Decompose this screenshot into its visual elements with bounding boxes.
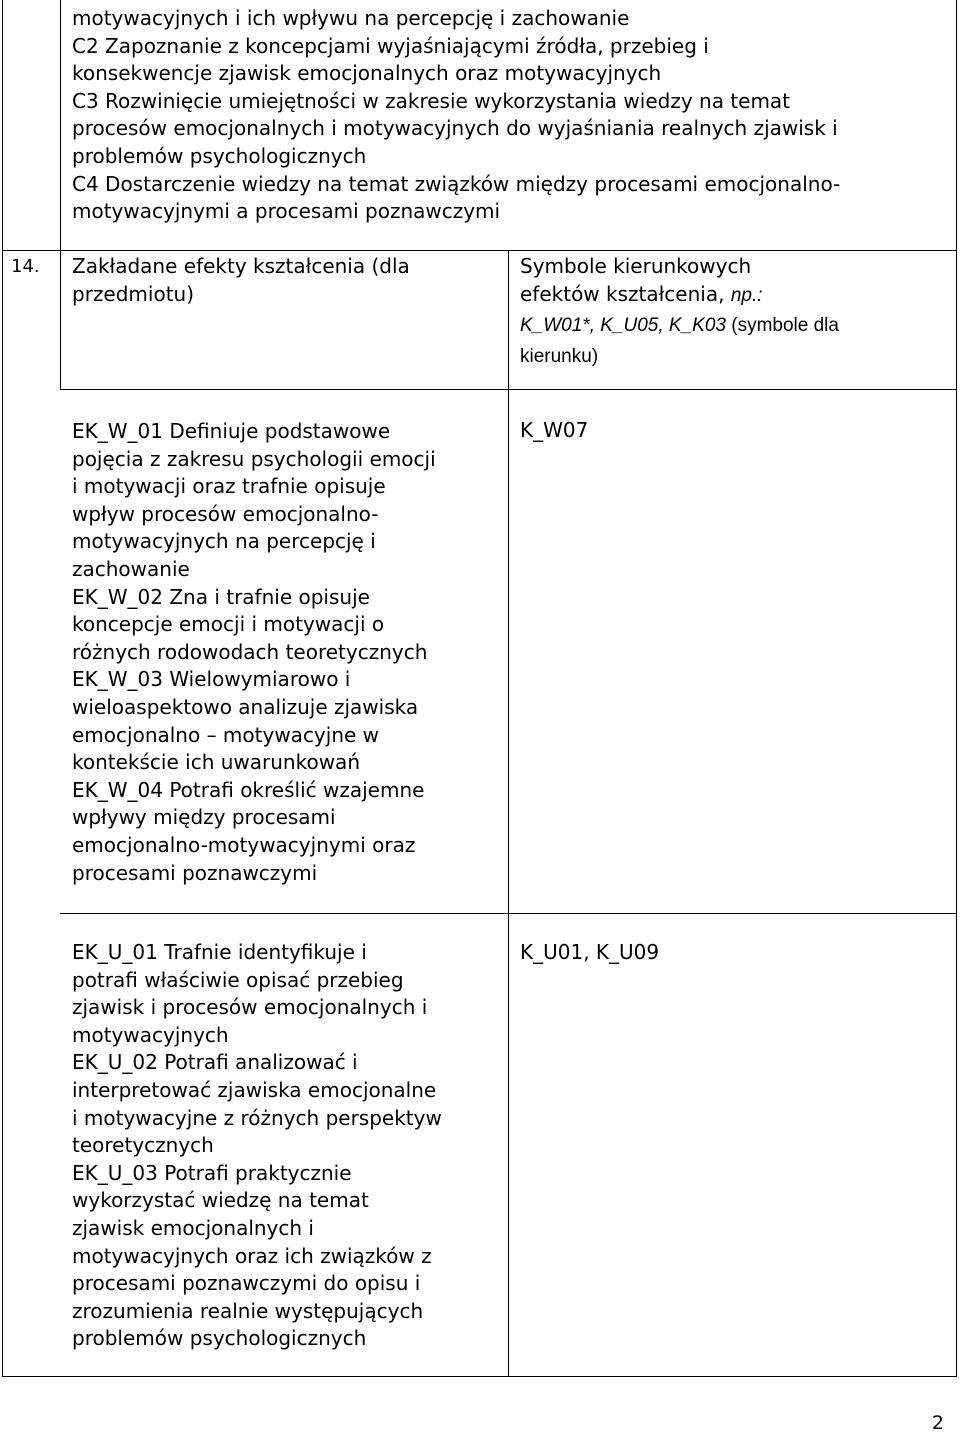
outcome-line: i motywacji oraz trafnie opisuje <box>72 474 386 499</box>
outcome-line: emocjonalno-motywacyjnymi oraz <box>72 832 416 857</box>
outcome-line: zrozumienia realnie występujących <box>72 1298 424 1323</box>
symbols-header-line <box>520 281 839 310</box>
skills-outcomes-text <box>72 939 442 1353</box>
symbols-header-line: Symbole kierunkowych <box>520 254 752 278</box>
header-row-bottom-border <box>60 389 957 390</box>
symbols-example-codes: K_W01*, K_U05, K_K03 <box>520 315 726 337</box>
outcome-line: interpretować zjawiska emocjonalne <box>72 1077 437 1102</box>
outcome-line: EK_U_01 Trafnie identyfikuje i <box>72 940 367 964</box>
knowledge-outcomes-text <box>72 418 436 887</box>
outcome-line: zjawisk i procesów emocjonalnych i <box>72 995 428 1020</box>
outcome-line: EK_W_01 Definiuje podstawowe <box>72 419 391 443</box>
outcome-line: wieloaspektowo analizuje zjawiska <box>72 694 419 719</box>
knowledge-symbols: K_W07 <box>520 418 589 442</box>
objectives-line: motywacyjnych i ich wpływu na percepcję i zachowanie <box>72 6 630 30</box>
table-border-left <box>2 0 3 1377</box>
outcome-line: EK_W_03 Wielowymiarowo i <box>72 667 351 692</box>
objectives-line: problemów psychologicznych <box>72 143 367 168</box>
outcome-line: EK_W_02 Zna i trafnie opisuje <box>72 584 370 609</box>
objectives-line: konsekwencje zjawisk emocjonalnych oraz motywacyjnych <box>72 61 662 86</box>
outcome-line: motywacyjnych na percepcję i <box>72 529 376 554</box>
outcome-line: procesami poznawczymi <box>72 860 318 885</box>
page-number: 2 <box>931 1412 944 1434</box>
section-number: 14. <box>11 256 40 277</box>
header-line: przedmiotu) <box>72 281 195 306</box>
outcome-line: zachowanie <box>72 556 190 581</box>
outcome-line: EK_U_03 Potrafi praktycznie <box>72 1160 352 1185</box>
outcome-line: procesami poznawczymi do opisu i <box>72 1271 421 1296</box>
outcome-line: teoretycznych <box>72 1133 214 1158</box>
symbols-header-example-label: np.: <box>730 284 763 306</box>
objectives-line: C3 Rozwinięcie umiejętności w zakresie wykorzystania wiedzy na temat <box>72 88 791 113</box>
outcome-line: motywacyjnych <box>72 1022 229 1047</box>
outcome-line: i motywacyjne z różnych perspektyw <box>72 1105 442 1130</box>
outcome-line: emocjonalno – motywacyjne w <box>72 722 380 747</box>
knowledge-row-bottom-border <box>60 913 957 914</box>
objectives-line: procesów emocjonalnych i motywacyjnych do wyjaśniania realnych zjawisk i <box>72 116 838 141</box>
symbols-header-line <box>520 311 839 341</box>
learning-outcomes-header <box>72 253 410 308</box>
outcome-line: wykorzystać wiedzę na temat <box>72 1188 369 1213</box>
header-line: Zakładane efekty kształcenia (dla <box>72 254 410 278</box>
objectives-line: C4 Dostarczenie wiedzy na temat związków między procesami emocjonalno- <box>72 171 841 196</box>
course-objectives-text <box>72 5 840 226</box>
outcome-line: wpływy między procesami <box>72 805 336 830</box>
objectives-line: C2 Zapoznanie z koncepcjami wyjaśniającymi źródła, przebieg i <box>72 33 709 58</box>
outcome-line: wpływ procesów emocjonalno- <box>72 501 379 526</box>
objectives-line: motywacyjnymi a procesami poznawczymi <box>72 199 501 224</box>
outcome-line: EK_W_04 Potrafi określić wzajemne <box>72 777 425 802</box>
skills-row-bottom-border <box>2 1376 957 1377</box>
table-border-right <box>956 0 957 1377</box>
symbols-header-line: kierunku) <box>520 346 599 368</box>
outcome-line: EK_U_02 Potrafi analizować i <box>72 1050 358 1075</box>
outcome-line: motywacyjnych oraz ich związków z <box>72 1243 432 1268</box>
symbols-header-text: efektów kształcenia, <box>520 281 731 306</box>
symbols-header-text: (symbole dla <box>725 315 839 337</box>
outcome-line: potrafi właściwie opisać przebieg <box>72 967 404 992</box>
outcome-line: problemów psychologicznych <box>72 1326 367 1351</box>
outcome-line: kontekście ich uwarunkowań <box>72 750 360 775</box>
objectives-row-bottom-border <box>2 250 957 251</box>
symbols-column-divider <box>508 250 509 1377</box>
outcome-line: pojęcia z zakresu psychologii emocji <box>72 446 436 471</box>
skills-symbols: K_U01, K_U09 <box>520 940 660 964</box>
outcome-line: różnych rodowodach teoretycznych <box>72 639 428 664</box>
outcome-line: koncepcje emocji i motywacji o <box>72 612 385 637</box>
number-column-divider <box>60 0 61 390</box>
outcome-line: zjawisk emocjonalnych i <box>72 1215 314 1240</box>
symbols-header <box>520 253 839 373</box>
